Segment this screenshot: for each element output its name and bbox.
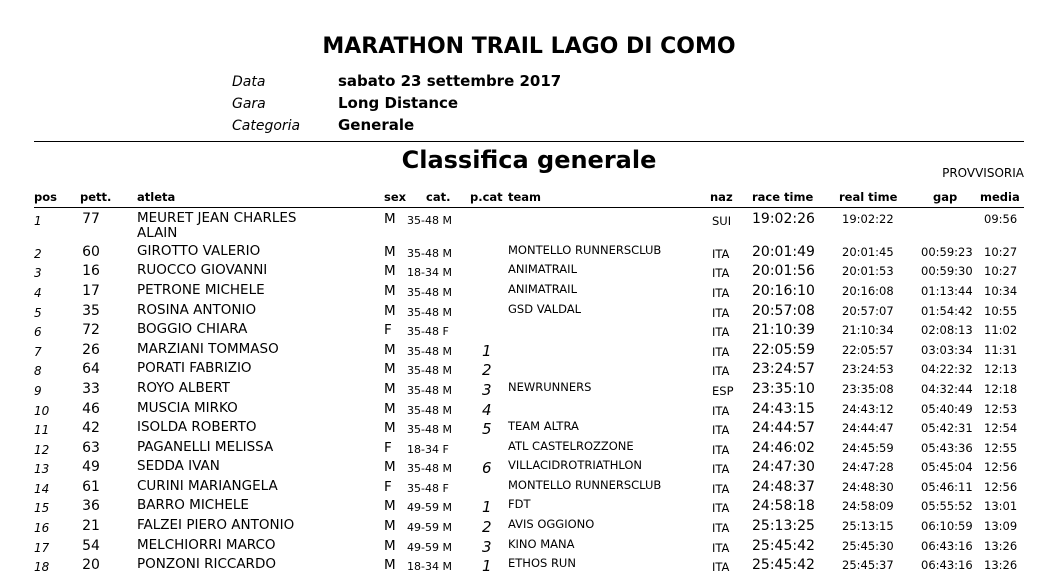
athlete-cell: GIROTTO VALERIO bbox=[137, 243, 261, 259]
pos-cell: 12 bbox=[34, 443, 50, 457]
data-value: sabato 23 settembre 2017 bbox=[338, 72, 562, 90]
real-time-cell: 20:01:53 bbox=[842, 264, 894, 278]
race-time-cell: 20:01:49 bbox=[752, 244, 815, 260]
bib-cell: 21 bbox=[82, 518, 100, 534]
nation-cell: ITA bbox=[712, 482, 730, 496]
pos-cell: 11 bbox=[34, 423, 50, 437]
pos-cell: 5 bbox=[34, 306, 42, 320]
col-atleta: atleta bbox=[137, 190, 176, 204]
athlete-cell: ROSINA ANTONIO bbox=[137, 302, 257, 318]
gap-cell: 05:45:04 bbox=[921, 460, 973, 474]
category-cell: 18-34 F bbox=[407, 443, 449, 456]
athlete-cell: PONZONI RICCARDO bbox=[137, 556, 276, 572]
real-time-cell: 24:45:59 bbox=[842, 441, 894, 455]
real-time-cell: 20:01:45 bbox=[842, 245, 894, 259]
category-cell: 35-48 M bbox=[407, 345, 452, 358]
table-row bbox=[0, 400, 1058, 420]
athlete-cell: PETRONE MICHELE bbox=[137, 282, 265, 298]
pace-cell: 11:31 bbox=[984, 343, 1018, 357]
pos-cell: 13 bbox=[34, 462, 50, 476]
category-cell: 35-48 M bbox=[407, 247, 452, 260]
category-cell: 49-59 M bbox=[407, 541, 452, 554]
category-cell: 35-48 M bbox=[407, 423, 452, 436]
race-time-cell: 25:13:25 bbox=[752, 518, 815, 534]
pos-cell: 17 bbox=[34, 541, 50, 555]
pos-cell: 9 bbox=[34, 384, 42, 398]
race-time-cell: 24:48:37 bbox=[752, 479, 815, 495]
category-cell: 35-48 M bbox=[407, 214, 452, 227]
race-time-cell: 20:01:56 bbox=[752, 263, 815, 279]
col-pos: pos bbox=[34, 190, 57, 204]
category-position-cell: 2 bbox=[482, 518, 492, 536]
pos-cell: 2 bbox=[34, 247, 42, 261]
table-row bbox=[0, 556, 1058, 576]
header-divider bbox=[34, 207, 1024, 208]
divider bbox=[34, 141, 1024, 142]
sex-cell: M bbox=[384, 420, 396, 436]
pos-cell: 4 bbox=[34, 286, 42, 300]
sex-cell: M bbox=[384, 381, 396, 397]
real-time-cell: 25:13:15 bbox=[842, 519, 894, 533]
gap-cell: 05:46:11 bbox=[921, 480, 973, 494]
race-time-cell: 24:43:15 bbox=[752, 401, 815, 417]
gap-cell: 01:54:42 bbox=[921, 304, 973, 318]
nation-cell: ITA bbox=[712, 364, 730, 378]
table-row bbox=[0, 419, 1058, 439]
col-naz: naz bbox=[710, 190, 733, 204]
category-cell: 49-59 M bbox=[407, 521, 452, 534]
pace-cell: 11:02 bbox=[984, 323, 1018, 337]
team-cell: KINO MANA bbox=[508, 537, 575, 551]
category-cell: 35-48 M bbox=[407, 306, 452, 319]
team-cell: FDT bbox=[508, 497, 531, 511]
col-pcat: p.cat bbox=[470, 190, 503, 204]
gap-cell: 06:10:59 bbox=[921, 519, 973, 533]
category-cell: 18-34 M bbox=[407, 560, 452, 573]
race-time-cell: 23:35:10 bbox=[752, 381, 815, 397]
categoria-value: Generale bbox=[338, 116, 415, 134]
pos-cell: 10 bbox=[34, 404, 50, 418]
team-cell: ANIMATRAIL bbox=[508, 262, 577, 276]
sex-cell: M bbox=[384, 263, 396, 279]
sex-cell: M bbox=[384, 303, 396, 319]
pace-cell: 10:34 bbox=[984, 284, 1018, 298]
bib-cell: 46 bbox=[82, 401, 100, 417]
pos-cell: 8 bbox=[34, 364, 42, 378]
sex-cell: M bbox=[384, 557, 396, 573]
bib-cell: 26 bbox=[82, 342, 100, 358]
pace-cell: 13:26 bbox=[984, 558, 1018, 572]
race-time-cell: 25:45:42 bbox=[752, 557, 815, 573]
athlete-cell: MEURET JEAN CHARLES ALAIN bbox=[137, 210, 297, 241]
gap-cell: 06:43:16 bbox=[921, 539, 973, 553]
team-cell: MONTELLO RUNNERSCLUB bbox=[508, 243, 662, 257]
bib-cell: 61 bbox=[82, 479, 100, 495]
race-time-cell: 20:16:10 bbox=[752, 283, 815, 299]
athlete-cell: ROYO ALBERT bbox=[137, 380, 230, 396]
sex-cell: M bbox=[384, 498, 396, 514]
col-team: team bbox=[508, 190, 542, 204]
athlete-cell: MUSCIA MIRKO bbox=[137, 400, 238, 416]
bib-cell: 36 bbox=[82, 498, 100, 514]
pace-cell: 09:56 bbox=[984, 212, 1018, 226]
category-position-cell: 3 bbox=[482, 538, 492, 556]
real-time-cell: 24:43:12 bbox=[842, 402, 894, 416]
bib-cell: 54 bbox=[82, 538, 100, 554]
table-row bbox=[0, 497, 1058, 517]
bib-cell: 77 bbox=[82, 211, 100, 227]
table-row bbox=[0, 478, 1058, 498]
athlete-cell: MARZIANI TOMMASO bbox=[137, 341, 279, 357]
real-time-cell: 22:05:57 bbox=[842, 343, 894, 357]
nation-cell: SUI bbox=[712, 214, 732, 228]
table-row bbox=[0, 302, 1058, 322]
gap-cell: 05:42:31 bbox=[921, 421, 973, 435]
athlete-cell: CURINI MARIANGELA bbox=[137, 478, 278, 494]
nation-cell: ITA bbox=[712, 247, 730, 261]
col-sex: sex bbox=[384, 190, 407, 204]
nation-cell: ITA bbox=[712, 443, 730, 457]
pace-cell: 13:26 bbox=[984, 539, 1018, 553]
category-position-cell: 3 bbox=[482, 381, 492, 399]
pace-cell: 12:13 bbox=[984, 362, 1018, 376]
nation-cell: ITA bbox=[712, 501, 730, 515]
table-row bbox=[0, 517, 1058, 537]
sex-cell: F bbox=[384, 479, 392, 495]
athlete-cell: BARRO MICHELE bbox=[137, 497, 249, 513]
real-time-cell: 25:45:37 bbox=[842, 558, 894, 572]
nation-cell: ITA bbox=[712, 286, 730, 300]
nation-cell: ITA bbox=[712, 423, 730, 437]
nation-cell: ITA bbox=[712, 404, 730, 418]
gap-cell: 00:59:23 bbox=[921, 245, 973, 259]
race-time-cell: 19:02:26 bbox=[752, 211, 815, 227]
sex-cell: M bbox=[384, 518, 396, 534]
table-row bbox=[0, 243, 1058, 263]
real-time-cell: 23:35:08 bbox=[842, 382, 894, 396]
pos-cell: 14 bbox=[34, 482, 50, 496]
sex-cell: F bbox=[384, 322, 392, 338]
table-row bbox=[0, 210, 1058, 241]
real-time-cell: 24:44:47 bbox=[842, 421, 894, 435]
status-label: PROVVISORIA bbox=[942, 166, 1024, 180]
bib-cell: 64 bbox=[82, 361, 100, 377]
bib-cell: 20 bbox=[82, 557, 100, 573]
sex-cell: M bbox=[384, 401, 396, 417]
real-time-cell: 25:45:30 bbox=[842, 539, 894, 553]
pace-cell: 13:01 bbox=[984, 499, 1018, 513]
athlete-cell: PAGANELLI MELISSA bbox=[137, 439, 274, 455]
category-position-cell: 1 bbox=[482, 342, 492, 360]
race-time-cell: 24:47:30 bbox=[752, 459, 815, 475]
real-time-cell: 24:47:28 bbox=[842, 460, 894, 474]
team-cell: TEAM ALTRA bbox=[508, 419, 579, 433]
category-cell: 35-48 F bbox=[407, 325, 449, 338]
pace-cell: 10:27 bbox=[984, 264, 1018, 278]
sex-cell: M bbox=[384, 244, 396, 260]
category-cell: 35-48 M bbox=[407, 404, 452, 417]
sex-cell: M bbox=[384, 361, 396, 377]
sex-cell: M bbox=[384, 538, 396, 554]
athlete-cell: RUOCCO GIOVANNI bbox=[137, 262, 268, 278]
category-cell: 35-48 M bbox=[407, 462, 452, 475]
nation-cell: ITA bbox=[712, 541, 730, 555]
pace-cell: 10:27 bbox=[984, 245, 1018, 259]
bib-cell: 60 bbox=[82, 244, 100, 260]
col-pett: pett. bbox=[80, 190, 112, 204]
gap-cell: 04:32:44 bbox=[921, 382, 973, 396]
category-cell: 18-34 M bbox=[407, 266, 452, 279]
gap-cell: 05:55:52 bbox=[921, 499, 973, 513]
pos-cell: 16 bbox=[34, 521, 50, 535]
category-position-cell: 6 bbox=[482, 459, 492, 477]
sex-cell: M bbox=[384, 283, 396, 299]
pos-cell: 6 bbox=[34, 325, 42, 339]
col-gap: gap bbox=[933, 190, 958, 204]
table-row bbox=[0, 341, 1058, 361]
nation-cell: ITA bbox=[712, 462, 730, 476]
category-position-cell: 5 bbox=[482, 420, 492, 438]
race-time-cell: 20:57:08 bbox=[752, 303, 815, 319]
real-time-cell: 23:24:53 bbox=[842, 362, 894, 376]
pace-cell: 12:18 bbox=[984, 382, 1018, 396]
pace-cell: 12:54 bbox=[984, 421, 1018, 435]
sex-cell: M bbox=[384, 459, 396, 475]
pace-cell: 10:55 bbox=[984, 304, 1018, 318]
category-position-cell: 1 bbox=[482, 557, 492, 575]
nation-cell: ESP bbox=[712, 384, 734, 398]
race-time-cell: 25:45:42 bbox=[752, 538, 815, 554]
sex-cell: F bbox=[384, 440, 392, 456]
team-cell: AVIS OGGIONO bbox=[508, 517, 595, 531]
athlete-cell: MELCHIORRI MARCO bbox=[137, 537, 276, 553]
categoria-label: Categoria bbox=[232, 118, 301, 134]
category-cell: 35-48 M bbox=[407, 286, 452, 299]
nation-cell: ITA bbox=[712, 266, 730, 280]
team-cell: MONTELLO RUNNERSCLUB bbox=[508, 478, 662, 492]
table-row bbox=[0, 380, 1058, 400]
race-time-cell: 24:46:02 bbox=[752, 440, 815, 456]
nation-cell: ITA bbox=[712, 306, 730, 320]
bib-cell: 72 bbox=[82, 322, 100, 338]
page-title: MARATHON TRAIL LAGO DI COMO bbox=[322, 34, 736, 59]
sex-cell: M bbox=[384, 211, 396, 227]
pos-cell: 7 bbox=[34, 345, 42, 359]
table-row bbox=[0, 360, 1058, 380]
athlete-cell: ISOLDA ROBERTO bbox=[137, 419, 257, 435]
table-row bbox=[0, 262, 1058, 282]
gap-cell: 01:13:44 bbox=[921, 284, 973, 298]
table-row bbox=[0, 439, 1058, 459]
athlete-cell: BOGGIO CHIARA bbox=[137, 321, 248, 337]
gap-cell: 05:40:49 bbox=[921, 402, 973, 416]
athlete-cell: SEDDA IVAN bbox=[137, 458, 220, 474]
nation-cell: ITA bbox=[712, 560, 730, 574]
pace-cell: 13:09 bbox=[984, 519, 1018, 533]
category-cell: 49-59 M bbox=[407, 501, 452, 514]
category-position-cell: 4 bbox=[482, 401, 492, 419]
category-position-cell: 2 bbox=[482, 361, 492, 379]
bib-cell: 17 bbox=[82, 283, 100, 299]
real-time-cell: 19:02:22 bbox=[842, 212, 894, 226]
team-cell: ATL CASTELROZZONE bbox=[508, 439, 634, 453]
bib-cell: 33 bbox=[82, 381, 100, 397]
gap-cell: 03:03:34 bbox=[921, 343, 973, 357]
real-time-cell: 21:10:34 bbox=[842, 323, 894, 337]
real-time-cell: 20:16:08 bbox=[842, 284, 894, 298]
table-row bbox=[0, 537, 1058, 557]
nation-cell: ITA bbox=[712, 325, 730, 339]
athlete-cell: PORATI FABRIZIO bbox=[137, 360, 252, 376]
race-time-cell: 22:05:59 bbox=[752, 342, 815, 358]
gap-cell: 02:08:13 bbox=[921, 323, 973, 337]
pace-cell: 12:56 bbox=[984, 480, 1018, 494]
table-row bbox=[0, 321, 1058, 341]
category-cell: 35-48 M bbox=[407, 384, 452, 397]
bib-cell: 42 bbox=[82, 420, 100, 436]
bib-cell: 35 bbox=[82, 303, 100, 319]
table-row bbox=[0, 458, 1058, 478]
nation-cell: ITA bbox=[712, 345, 730, 359]
team-cell: ANIMATRAIL bbox=[508, 282, 577, 296]
sex-cell: M bbox=[384, 342, 396, 358]
col-media: media bbox=[980, 190, 1020, 204]
col-real-time: real time bbox=[839, 190, 898, 204]
gap-cell: 06:43:16 bbox=[921, 558, 973, 572]
category-position-cell: 1 bbox=[482, 498, 492, 516]
real-time-cell: 20:57:07 bbox=[842, 304, 894, 318]
data-label: Data bbox=[232, 74, 266, 90]
race-time-cell: 24:58:18 bbox=[752, 498, 815, 514]
category-cell: 35-48 F bbox=[407, 482, 449, 495]
pace-cell: 12:56 bbox=[984, 460, 1018, 474]
team-cell: NEWRUNNERS bbox=[508, 380, 592, 394]
pace-cell: 12:53 bbox=[984, 402, 1018, 416]
pos-cell: 1 bbox=[34, 214, 42, 228]
bib-cell: 16 bbox=[82, 263, 100, 279]
team-cell: VILLACIDROTRIATHLON bbox=[508, 458, 643, 472]
race-time-cell: 21:10:39 bbox=[752, 322, 815, 338]
race-time-cell: 24:44:57 bbox=[752, 420, 815, 436]
bib-cell: 63 bbox=[82, 440, 100, 456]
pos-cell: 3 bbox=[34, 266, 42, 280]
pace-cell: 12:55 bbox=[984, 441, 1018, 455]
gara-value: Long Distance bbox=[338, 94, 459, 112]
race-time-cell: 23:24:57 bbox=[752, 361, 815, 377]
gara-label: Gara bbox=[232, 96, 266, 112]
athlete-cell: FALZEI PIERO ANTONIO bbox=[137, 517, 295, 533]
real-time-cell: 24:48:30 bbox=[842, 480, 894, 494]
col-cat: cat. bbox=[426, 190, 451, 204]
gap-cell: 04:22:32 bbox=[921, 362, 973, 376]
pos-cell: 15 bbox=[34, 501, 50, 515]
table-row bbox=[0, 282, 1058, 302]
nation-cell: ITA bbox=[712, 521, 730, 535]
gap-cell: 00:59:30 bbox=[921, 264, 973, 278]
category-cell: 35-48 M bbox=[407, 364, 452, 377]
gap-cell: 05:43:36 bbox=[921, 441, 973, 455]
ranking-title: Classifica generale bbox=[401, 146, 657, 174]
pos-cell: 18 bbox=[34, 560, 50, 574]
bib-cell: 49 bbox=[82, 459, 100, 475]
team-cell: GSD VALDAL bbox=[508, 302, 582, 316]
col-race-time: race time bbox=[752, 190, 814, 204]
team-cell: ETHOS RUN bbox=[508, 556, 576, 570]
real-time-cell: 24:58:09 bbox=[842, 499, 894, 513]
